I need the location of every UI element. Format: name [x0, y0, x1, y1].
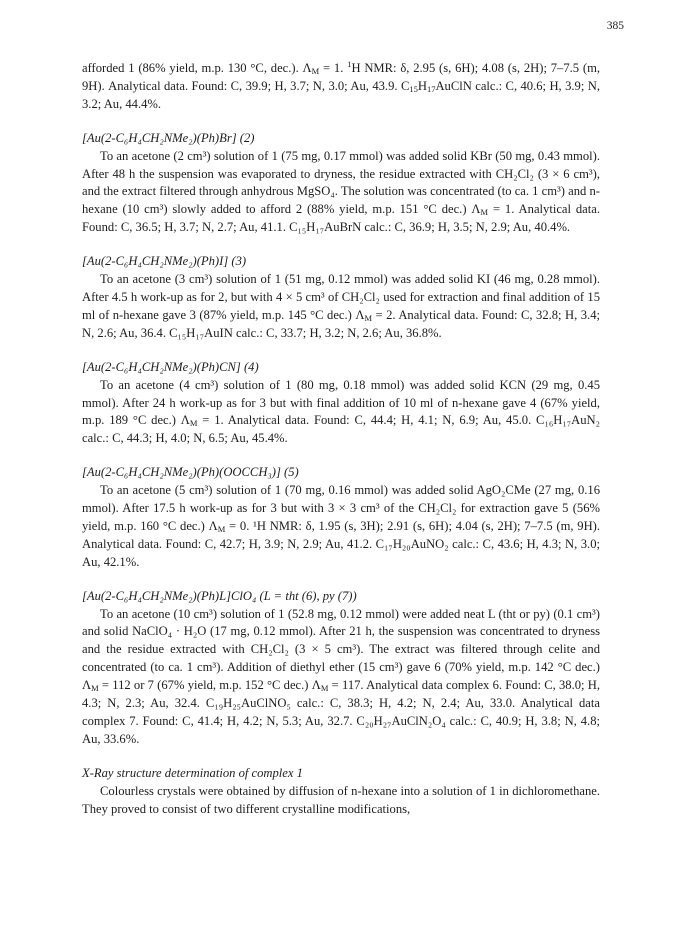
section-body-complex-4: To an acetone (4 cm³) solution of 1 (80 mg, 0.18 mmol) was added solid KCN (29 mg, 0.45 mmol). After 24 h work-up as for 3 but with final addition of 10 ml of n-hexane gave 4 (67% yield, m.p. 189 °C dec.) $\Lambda_M = 1$. Analytical data. Found: C, 44.4; H, 4.1; N, 6.9; Au, 45.0. C₁₆H₁₇AuN₂ calc.: C, 44.3; H, 4.0; N, 6.5; Au, 45.4%. [82, 377, 600, 446]
section-title-complex-4: [Au(2-C₆H₄CH₂NMe₂)(Ph)CN] (4) [82, 359, 259, 374]
intro-paragraph: afforded 1 (86% yield, m.p. 130 °C, dec.). $\Lambda_M = 1$. $^1$H NMR: δ, 2.95 (s, 6H); 4.08 (s, 2H); 7–7.5 (m, 9H). Analytical data. Found: C, 39.9; H, 3.7; N, 3.0; Au, 43.9. $C_{15}H_{17}AuClN$ calc.: C, 40.6; H, 3.9; N, 3.2; Au, 44.4%. [82, 59, 601, 111]
section-title-complex-5: [Au(2-C₆H₄CH₂NMe₂)(Ph)(OOCCH₃)] (5) [82, 465, 299, 480]
page-number: 385 [606, 20, 624, 32]
section-xray [82, 765, 600, 819]
section-complex-5 [82, 464, 600, 571]
section-body-complex-3: To an acetone (3 cm³) solution of 1 (51 mg, 0.12 mmol) was added solid KI (46 mg, 0.28 mmol). After 4.5 h work-up as for 2, but with 4 × 5 cm³ of CH₂Cl₂ used for extraction and final addition of 15 ml of n-hexane gave 3 (87% yield, m.p. 145 °C dec.) $\Lambda_M = 2$. Analytical data. Found: C, 32.8; H, 3.4; N, 2.6; Au, 36.4. C₁₅H₁₇AuIN calc.: C, 33.7; H, 3.2; N, 2.6; Au, 36.8%. [82, 272, 600, 340]
section-complex-2 [82, 130, 600, 237]
section-body-complex-6-7: To an acetone (10 cm³) solution of 1 (52.8 mg, 0.12 mmol) were added neat L (tht or py) (0.1 cm³) and solid NaClO₄ · H₂O (17 mg, 0.12 mmol). After 21 h, the suspension was concentrated to dryness and the residue extracted with CH₂Cl₂ (3 × 5 cm³). The extract was filtered through celite and concentrated (to ca. 1 cm³). Addition of diethyl ether (15 cm³) gave 6 (70% yield, m.p. 142 °C dec.) $\Lambda_M = 112$ or 7 (67% yield, m.p. 152 °C dec.) $\Lambda_M = 117$. Analytical data complex 6. Found: C, 38.0; H, 4.3; N, 2.3; Au, 32.4. C₁₉H₂₅AuClNO₅ calc.: C, 38.3; H, 4.2; N, 2.4; Au, 33.0. Analytical data complex 7. Found: C, 41.4; H, 4.2; N, 5.3; Au, 32.7. C₂₀H₂₇AuClN₂O₄ calc.: C, 40.9; H, 3.8; N, 4.8; Au, 33.6%. [82, 606, 600, 746]
section-title-complex-2: [Au(2-C₆H₄CH₂NMe₂)(Ph)Br] (2) [82, 130, 255, 145]
section-title-complex-6-7: [Au(2-C₆H₄CH₂NMe₂)(Ph)L]ClO₄ (L = tht (6), py (7)) [82, 588, 357, 603]
text-column [82, 60, 600, 819]
section-body-xray: Colourless crystals were obtained by diffusion of n-hexane into a solution of 1 in dichloromethane. They proved to consist of two different crystalline modifications, [82, 783, 600, 816]
section-complex-4 [82, 359, 600, 449]
section-title-xray: X-Ray structure determination of complex 1 [82, 765, 303, 780]
section-body-complex-5: To an acetone (5 cm³) solution of 1 (70 mg, 0.16 mmol) was added solid AgO₂CMe (27 mg, 0.16 mmol). After 17.5 h work-up as for 3 but with 3 × 3 cm³ of the CH₂Cl₂ for extraction gave 5 (56% yield, m.p. 160 °C dec.) $\Lambda_M = 0$. ¹H NMR: δ, 1.95 (s, 3H); 2.91 (s, 6H); 4.04 (s, 2H); 7–7.5 (m, 9H). Analytical data. Found: C, 42.7; H, 3.9; N, 2.9; Au, 41.2. C₁₇H₂₀AuNO₂ calc.: C, 43.6; H, 4.3; N, 3.0; Au, 42.1%. [82, 483, 601, 569]
section-complex-6-7 [82, 588, 600, 749]
section-complex-3 [82, 253, 600, 343]
section-body-complex-2: To an acetone (2 cm³) solution of 1 (75 mg, 0.17 mmol) was added solid KBr (50 mg, 0.43 mmol). After 48 h the suspension was evaporated to dryness, the residue extracted with CH₂Cl₂ (3 × 6 cm³), and the extract filtered through anhydrous MgSO₄. The solution was concentrated (to ca. 1 cm³) and n-hexane (10 cm³) slowly added to afford 2 (88% yield, m.p. 151 °C dec.) $\Lambda_M = 1$. Analytical data. Found: C, 36.5; H, 3.7; N, 2.7; Au, 41.1. C₁₅H₁₇AuBrN calc.: C, 36.9; H, 3.5; N, 2.9; Au, 40.4%. [82, 148, 600, 235]
section-title-complex-3: [Au(2-C₆H₄CH₂NMe₂)(Ph)I] (3) [82, 254, 247, 269]
